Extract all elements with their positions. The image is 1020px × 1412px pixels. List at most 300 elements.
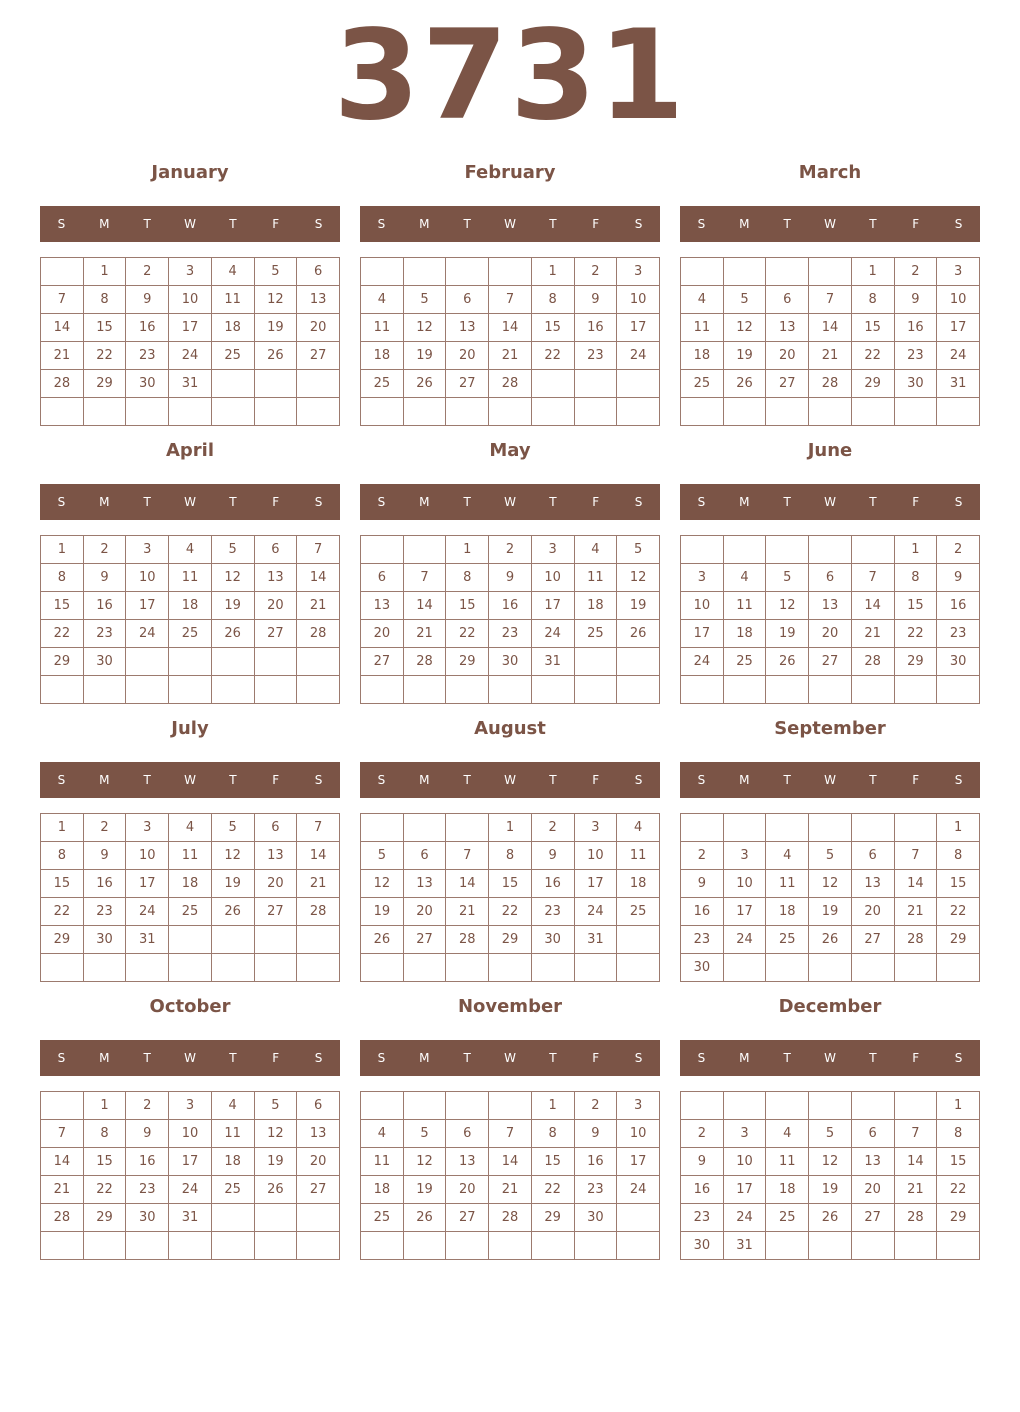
week-row (41, 676, 340, 704)
day-cell (894, 954, 937, 982)
day-cell: 11 (617, 842, 660, 870)
week-row (41, 648, 340, 676)
day-cell: 2 (681, 842, 724, 870)
day-cell (723, 676, 766, 704)
day-cell: 30 (681, 954, 724, 982)
day-cell (83, 398, 126, 426)
weekday-label: W (504, 773, 516, 787)
day-grid (680, 257, 980, 426)
day-cell: 4 (211, 1092, 254, 1120)
day-cell: 24 (723, 926, 766, 954)
day-cell: 7 (894, 1120, 937, 1148)
day-cell: 29 (41, 648, 84, 676)
day-cell: 14 (403, 592, 446, 620)
day-cell: 12 (211, 564, 254, 592)
day-cell: 20 (446, 1176, 489, 1204)
weekday-header (360, 1040, 660, 1076)
day-cell: 15 (446, 592, 489, 620)
day-cell: 17 (169, 314, 212, 342)
day-cell: 12 (361, 870, 404, 898)
weekday-header (360, 762, 660, 798)
day-cell (169, 954, 212, 982)
day-cell: 22 (531, 342, 574, 370)
day-cell: 20 (766, 342, 809, 370)
day-cell (126, 398, 169, 426)
week-row (681, 258, 980, 286)
day-cell: 17 (617, 314, 660, 342)
day-grid (360, 1091, 660, 1260)
day-cell: 10 (723, 870, 766, 898)
week-row (681, 1232, 980, 1260)
day-cell (446, 258, 489, 286)
day-cell: 8 (937, 842, 980, 870)
day-cell (297, 370, 340, 398)
day-cell (574, 1232, 617, 1260)
day-cell (723, 954, 766, 982)
day-cell (681, 676, 724, 704)
day-cell: 3 (723, 1120, 766, 1148)
weekday-label: F (272, 773, 280, 787)
weekday-label: M (99, 773, 110, 787)
day-cell: 14 (489, 1148, 532, 1176)
day-cell: 21 (297, 870, 340, 898)
weekday-label: T (229, 217, 237, 231)
day-cell: 18 (169, 870, 212, 898)
day-cell: 29 (83, 1204, 126, 1232)
weekday-label: S (377, 1051, 386, 1065)
day-cell: 18 (766, 1176, 809, 1204)
day-cell: 5 (211, 814, 254, 842)
week-row (361, 620, 660, 648)
week-row (681, 286, 980, 314)
day-cell: 11 (766, 870, 809, 898)
day-cell: 16 (574, 314, 617, 342)
day-cell (809, 1232, 852, 1260)
day-cell: 22 (489, 898, 532, 926)
weekday-label: S (377, 217, 386, 231)
day-cell (254, 370, 297, 398)
day-cell: 23 (126, 342, 169, 370)
day-grid (40, 535, 340, 704)
day-cell: 19 (809, 898, 852, 926)
day-cell: 26 (211, 620, 254, 648)
day-cell (169, 926, 212, 954)
day-cell: 13 (361, 592, 404, 620)
day-cell (617, 648, 660, 676)
day-cell (126, 676, 169, 704)
day-cell: 6 (361, 564, 404, 592)
day-cell: 7 (851, 564, 894, 592)
day-cell: 28 (489, 370, 532, 398)
weekday-label: F (272, 1051, 280, 1065)
day-cell: 22 (894, 620, 937, 648)
day-cell (809, 676, 852, 704)
day-cell (403, 398, 446, 426)
weekday-label: T (783, 773, 791, 787)
day-cell: 4 (766, 842, 809, 870)
day-cell (297, 648, 340, 676)
day-cell: 22 (83, 1176, 126, 1204)
weekday-label: F (592, 495, 600, 509)
day-cell: 23 (574, 342, 617, 370)
day-grid (40, 813, 340, 982)
day-cell: 6 (446, 1120, 489, 1148)
day-cell: 9 (681, 870, 724, 898)
day-cell (894, 814, 937, 842)
day-cell: 5 (403, 286, 446, 314)
weekday-label: S (954, 1051, 963, 1065)
weekday-header (360, 206, 660, 242)
day-cell: 25 (211, 1176, 254, 1204)
day-cell (211, 954, 254, 982)
day-cell: 31 (937, 370, 980, 398)
weekday-label: F (912, 1051, 920, 1065)
day-cell: 19 (809, 1176, 852, 1204)
weekday-label: W (504, 1051, 516, 1065)
day-cell: 18 (211, 314, 254, 342)
day-cell: 24 (574, 898, 617, 926)
weekday-label: T (549, 495, 557, 509)
day-cell (766, 258, 809, 286)
day-cell: 6 (809, 564, 852, 592)
week-row (41, 620, 340, 648)
day-cell: 24 (617, 342, 660, 370)
day-cell: 5 (809, 842, 852, 870)
weekday-label: T (869, 217, 877, 231)
day-cell (894, 676, 937, 704)
day-cell: 15 (894, 592, 937, 620)
day-cell: 6 (851, 842, 894, 870)
day-cell (403, 1232, 446, 1260)
day-cell: 28 (809, 370, 852, 398)
day-cell: 8 (41, 564, 84, 592)
day-cell: 25 (617, 898, 660, 926)
day-cell: 8 (851, 286, 894, 314)
day-cell: 27 (254, 620, 297, 648)
day-cell (574, 648, 617, 676)
day-cell (617, 370, 660, 398)
day-cell (851, 536, 894, 564)
week-row (681, 1120, 980, 1148)
week-row (681, 842, 980, 870)
day-cell: 28 (41, 370, 84, 398)
day-cell: 25 (361, 370, 404, 398)
day-cell (809, 398, 852, 426)
day-cell: 18 (211, 1148, 254, 1176)
day-cell: 28 (851, 648, 894, 676)
day-cell (446, 1232, 489, 1260)
day-cell (297, 954, 340, 982)
weekday-label: M (99, 1051, 110, 1065)
day-cell: 31 (574, 926, 617, 954)
day-cell: 27 (809, 648, 852, 676)
day-cell (254, 954, 297, 982)
week-row (361, 592, 660, 620)
day-cell: 9 (126, 286, 169, 314)
day-cell: 19 (403, 342, 446, 370)
day-grid (680, 813, 980, 982)
day-cell: 1 (531, 258, 574, 286)
weekday-label: S (377, 773, 386, 787)
weekday-label: T (143, 773, 151, 787)
day-grid (360, 535, 660, 704)
day-cell: 13 (254, 842, 297, 870)
day-cell (894, 1232, 937, 1260)
weekday-label: T (463, 773, 471, 787)
day-cell: 23 (531, 898, 574, 926)
weekday-label: M (739, 773, 750, 787)
week-row (41, 1232, 340, 1260)
day-cell (489, 258, 532, 286)
day-cell: 26 (403, 1204, 446, 1232)
day-cell: 17 (723, 898, 766, 926)
day-cell: 1 (489, 814, 532, 842)
day-cell (403, 814, 446, 842)
weekday-label: W (184, 495, 196, 509)
day-cell (211, 1204, 254, 1232)
week-row (361, 926, 660, 954)
day-cell: 15 (851, 314, 894, 342)
week-row (41, 342, 340, 370)
day-cell: 27 (766, 370, 809, 398)
day-grid (40, 1091, 340, 1260)
day-cell: 28 (446, 926, 489, 954)
week-row (681, 620, 980, 648)
day-cell (574, 398, 617, 426)
day-cell (361, 398, 404, 426)
day-cell: 24 (126, 898, 169, 926)
day-cell: 25 (681, 370, 724, 398)
day-cell: 10 (937, 286, 980, 314)
weekday-label: T (229, 495, 237, 509)
month-name: October (149, 996, 231, 1017)
weekday-label: F (592, 773, 600, 787)
day-cell (937, 398, 980, 426)
weekday-label: W (184, 217, 196, 231)
day-cell: 21 (403, 620, 446, 648)
day-cell: 23 (489, 620, 532, 648)
day-cell: 8 (83, 1120, 126, 1148)
week-row (41, 398, 340, 426)
day-cell: 16 (894, 314, 937, 342)
day-cell: 10 (681, 592, 724, 620)
day-cell (531, 370, 574, 398)
week-row (681, 676, 980, 704)
week-row (41, 564, 340, 592)
day-cell: 4 (766, 1120, 809, 1148)
day-cell: 26 (617, 620, 660, 648)
day-cell: 4 (361, 286, 404, 314)
day-cell: 12 (809, 1148, 852, 1176)
day-cell: 9 (937, 564, 980, 592)
month-name: February (464, 162, 556, 183)
week-row (681, 954, 980, 982)
day-cell (531, 676, 574, 704)
day-cell: 17 (169, 1148, 212, 1176)
day-cell: 27 (297, 1176, 340, 1204)
day-cell (766, 814, 809, 842)
day-cell: 8 (446, 564, 489, 592)
day-cell: 26 (403, 370, 446, 398)
day-cell: 17 (681, 620, 724, 648)
week-row (361, 1232, 660, 1260)
day-cell: 23 (937, 620, 980, 648)
day-cell: 27 (851, 1204, 894, 1232)
week-row (681, 648, 980, 676)
day-cell: 21 (489, 342, 532, 370)
day-cell (766, 398, 809, 426)
day-cell: 6 (297, 258, 340, 286)
day-cell: 9 (83, 564, 126, 592)
day-cell: 24 (531, 620, 574, 648)
day-cell: 20 (403, 898, 446, 926)
day-cell: 10 (126, 842, 169, 870)
day-cell: 5 (361, 842, 404, 870)
day-cell: 25 (766, 1204, 809, 1232)
day-cell: 8 (41, 842, 84, 870)
day-cell: 15 (937, 870, 980, 898)
day-cell: 18 (169, 592, 212, 620)
day-cell (297, 1232, 340, 1260)
day-cell: 13 (851, 1148, 894, 1176)
day-cell: 22 (83, 342, 126, 370)
week-row (361, 1204, 660, 1232)
day-cell: 17 (126, 592, 169, 620)
weekday-label: M (419, 495, 430, 509)
week-row (681, 370, 980, 398)
day-cell: 7 (489, 286, 532, 314)
day-cell: 14 (297, 564, 340, 592)
day-cell (489, 1232, 532, 1260)
day-cell (574, 370, 617, 398)
day-cell: 13 (446, 1148, 489, 1176)
day-cell (361, 954, 404, 982)
day-cell: 22 (937, 898, 980, 926)
day-cell: 10 (169, 1120, 212, 1148)
day-cell: 2 (574, 1092, 617, 1120)
day-cell: 1 (83, 1092, 126, 1120)
day-cell: 25 (361, 1204, 404, 1232)
day-cell: 26 (766, 648, 809, 676)
day-cell: 12 (809, 870, 852, 898)
weekday-label: T (229, 773, 237, 787)
day-cell: 1 (894, 536, 937, 564)
day-cell: 14 (894, 870, 937, 898)
day-cell (446, 676, 489, 704)
day-cell: 6 (766, 286, 809, 314)
day-cell: 31 (531, 648, 574, 676)
day-cell: 1 (41, 814, 84, 842)
day-cell: 28 (894, 926, 937, 954)
day-cell: 30 (489, 648, 532, 676)
day-cell: 25 (211, 342, 254, 370)
day-cell: 2 (531, 814, 574, 842)
day-cell: 25 (169, 898, 212, 926)
weekday-label: M (99, 217, 110, 231)
weekday-header (40, 1040, 340, 1076)
weekday-label: T (143, 495, 151, 509)
day-cell: 29 (937, 926, 980, 954)
day-cell (766, 954, 809, 982)
day-cell: 3 (574, 814, 617, 842)
day-cell: 19 (211, 592, 254, 620)
day-cell: 9 (126, 1120, 169, 1148)
day-cell: 4 (211, 258, 254, 286)
week-row (361, 398, 660, 426)
day-cell (83, 676, 126, 704)
day-cell: 20 (361, 620, 404, 648)
year-title: 3731 (333, 4, 687, 148)
day-cell: 2 (126, 1092, 169, 1120)
day-cell: 5 (211, 536, 254, 564)
day-cell (361, 536, 404, 564)
day-cell (211, 1232, 254, 1260)
day-cell: 10 (617, 286, 660, 314)
day-cell: 10 (126, 564, 169, 592)
weekday-label: S (954, 495, 963, 509)
day-cell: 27 (254, 898, 297, 926)
day-cell: 5 (617, 536, 660, 564)
week-row (361, 342, 660, 370)
day-cell (211, 648, 254, 676)
day-cell (361, 1092, 404, 1120)
weekday-label: S (57, 1051, 66, 1065)
day-cell: 17 (126, 870, 169, 898)
weekday-label: F (912, 495, 920, 509)
day-cell (766, 536, 809, 564)
day-cell: 24 (169, 1176, 212, 1204)
day-cell: 3 (169, 1092, 212, 1120)
day-cell: 8 (531, 286, 574, 314)
day-cell: 13 (403, 870, 446, 898)
day-cell: 10 (723, 1148, 766, 1176)
week-row (41, 926, 340, 954)
weekday-label: S (634, 773, 643, 787)
day-grid (360, 813, 660, 982)
day-cell (851, 1092, 894, 1120)
day-cell: 22 (937, 1176, 980, 1204)
day-cell (83, 954, 126, 982)
weekday-label: F (912, 217, 920, 231)
day-cell: 15 (41, 592, 84, 620)
day-cell (809, 536, 852, 564)
day-cell: 18 (766, 898, 809, 926)
day-cell: 28 (403, 648, 446, 676)
day-cell: 11 (169, 564, 212, 592)
weekday-label: F (912, 773, 920, 787)
day-cell: 4 (169, 814, 212, 842)
day-cell: 29 (851, 370, 894, 398)
day-cell (766, 1092, 809, 1120)
day-cell: 19 (617, 592, 660, 620)
day-cell: 28 (894, 1204, 937, 1232)
weekday-label: S (377, 495, 386, 509)
weekday-label: M (419, 773, 430, 787)
day-cell: 10 (169, 286, 212, 314)
day-cell: 3 (617, 1092, 660, 1120)
day-cell: 14 (809, 314, 852, 342)
weekday-label: S (634, 495, 643, 509)
day-cell (681, 258, 724, 286)
weekday-label: W (504, 495, 516, 509)
week-row (361, 954, 660, 982)
day-cell (126, 954, 169, 982)
day-cell (403, 258, 446, 286)
weekday-label: F (592, 1051, 600, 1065)
day-cell: 21 (489, 1176, 532, 1204)
day-cell: 7 (297, 814, 340, 842)
day-cell: 2 (83, 536, 126, 564)
